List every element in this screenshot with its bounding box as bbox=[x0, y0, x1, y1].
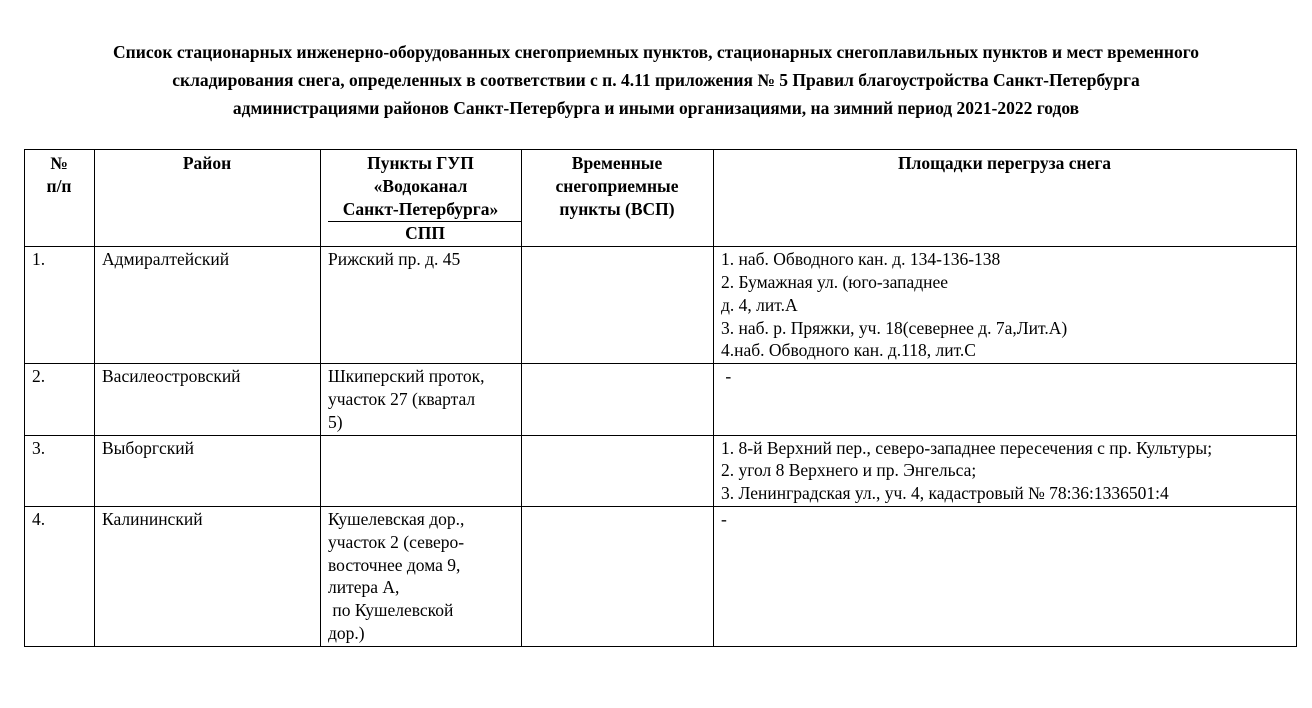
row-vsp bbox=[522, 364, 714, 435]
row-district: Адмиралтейский bbox=[95, 247, 321, 364]
table-row bbox=[25, 435, 1297, 506]
row-gup bbox=[321, 435, 522, 506]
table-row bbox=[25, 247, 1297, 364]
row-sites: 1. наб. Обводного кан. д. 134-136-138 2. Бумажная ул. (юго-западнее д. 4, лит.А 3. наб. р. Пряжки, уч. 18(севернее д. 7а,Лит.А) 4.наб. Обводного кан. д.118, лит.С bbox=[714, 247, 1297, 364]
row-num: 4. bbox=[25, 506, 95, 646]
header-vsp: Временные снегоприемные пункты (ВСП) bbox=[522, 150, 714, 247]
title-line-3: администрациями районов Санкт-Петербурга и иными организациями, на зимний период 2021-2022 годов bbox=[232, 98, 1080, 118]
table-row bbox=[25, 364, 1297, 435]
row-num: 2. bbox=[25, 364, 95, 435]
title-line-1: Список стационарных инженерно-оборудованных снегоприемных пунктов, стационарных снегоплавильных пунктов и мест временного bbox=[113, 42, 1199, 62]
row-district: Василеостровский bbox=[95, 364, 321, 435]
table-row bbox=[25, 506, 1297, 646]
row-num: 3. bbox=[25, 435, 95, 506]
title-line-2: складирования снега, определенных в соответствии с п. 4.11 приложения № 5 Правил благоустройства Санкт-Петербурга bbox=[172, 70, 1140, 90]
row-sites: - bbox=[714, 364, 1297, 435]
header-gup-spp: СПП bbox=[328, 221, 522, 245]
document-title bbox=[20, 38, 1292, 122]
row-district: Калининский bbox=[95, 506, 321, 646]
row-gup: Кушелевская дор., участок 2 (северо- восточнее дома 9, литера А, по Кушелевской дор.) bbox=[321, 506, 522, 646]
row-sites: - bbox=[714, 506, 1297, 646]
snow-sites-table bbox=[24, 149, 1297, 647]
header-sites: Площадки перегруза снега bbox=[714, 150, 1297, 247]
row-gup: Рижский пр. д. 45 bbox=[321, 247, 522, 364]
row-gup: Шкиперский проток, участок 27 (квартал 5) bbox=[321, 364, 522, 435]
row-num: 1. bbox=[25, 247, 95, 364]
header-gup: Пункты ГУП «Водоканал Санкт-Петербурга» СПП bbox=[321, 150, 522, 247]
row-vsp bbox=[522, 435, 714, 506]
header-district: Район bbox=[95, 150, 321, 247]
row-vsp bbox=[522, 506, 714, 646]
header-num: № п/п bbox=[25, 150, 95, 247]
table-header-row bbox=[25, 150, 1297, 247]
row-district: Выборгский bbox=[95, 435, 321, 506]
row-vsp bbox=[522, 247, 714, 364]
row-sites: 1. 8-й Верхний пер., северо-западнее пересечения с пр. Культуры; 2. угол 8 Верхнего и пр. Энгельса; 3. Ленинградская ул., уч. 4, кадастровый № 78:36:1336501:4 bbox=[714, 435, 1297, 506]
